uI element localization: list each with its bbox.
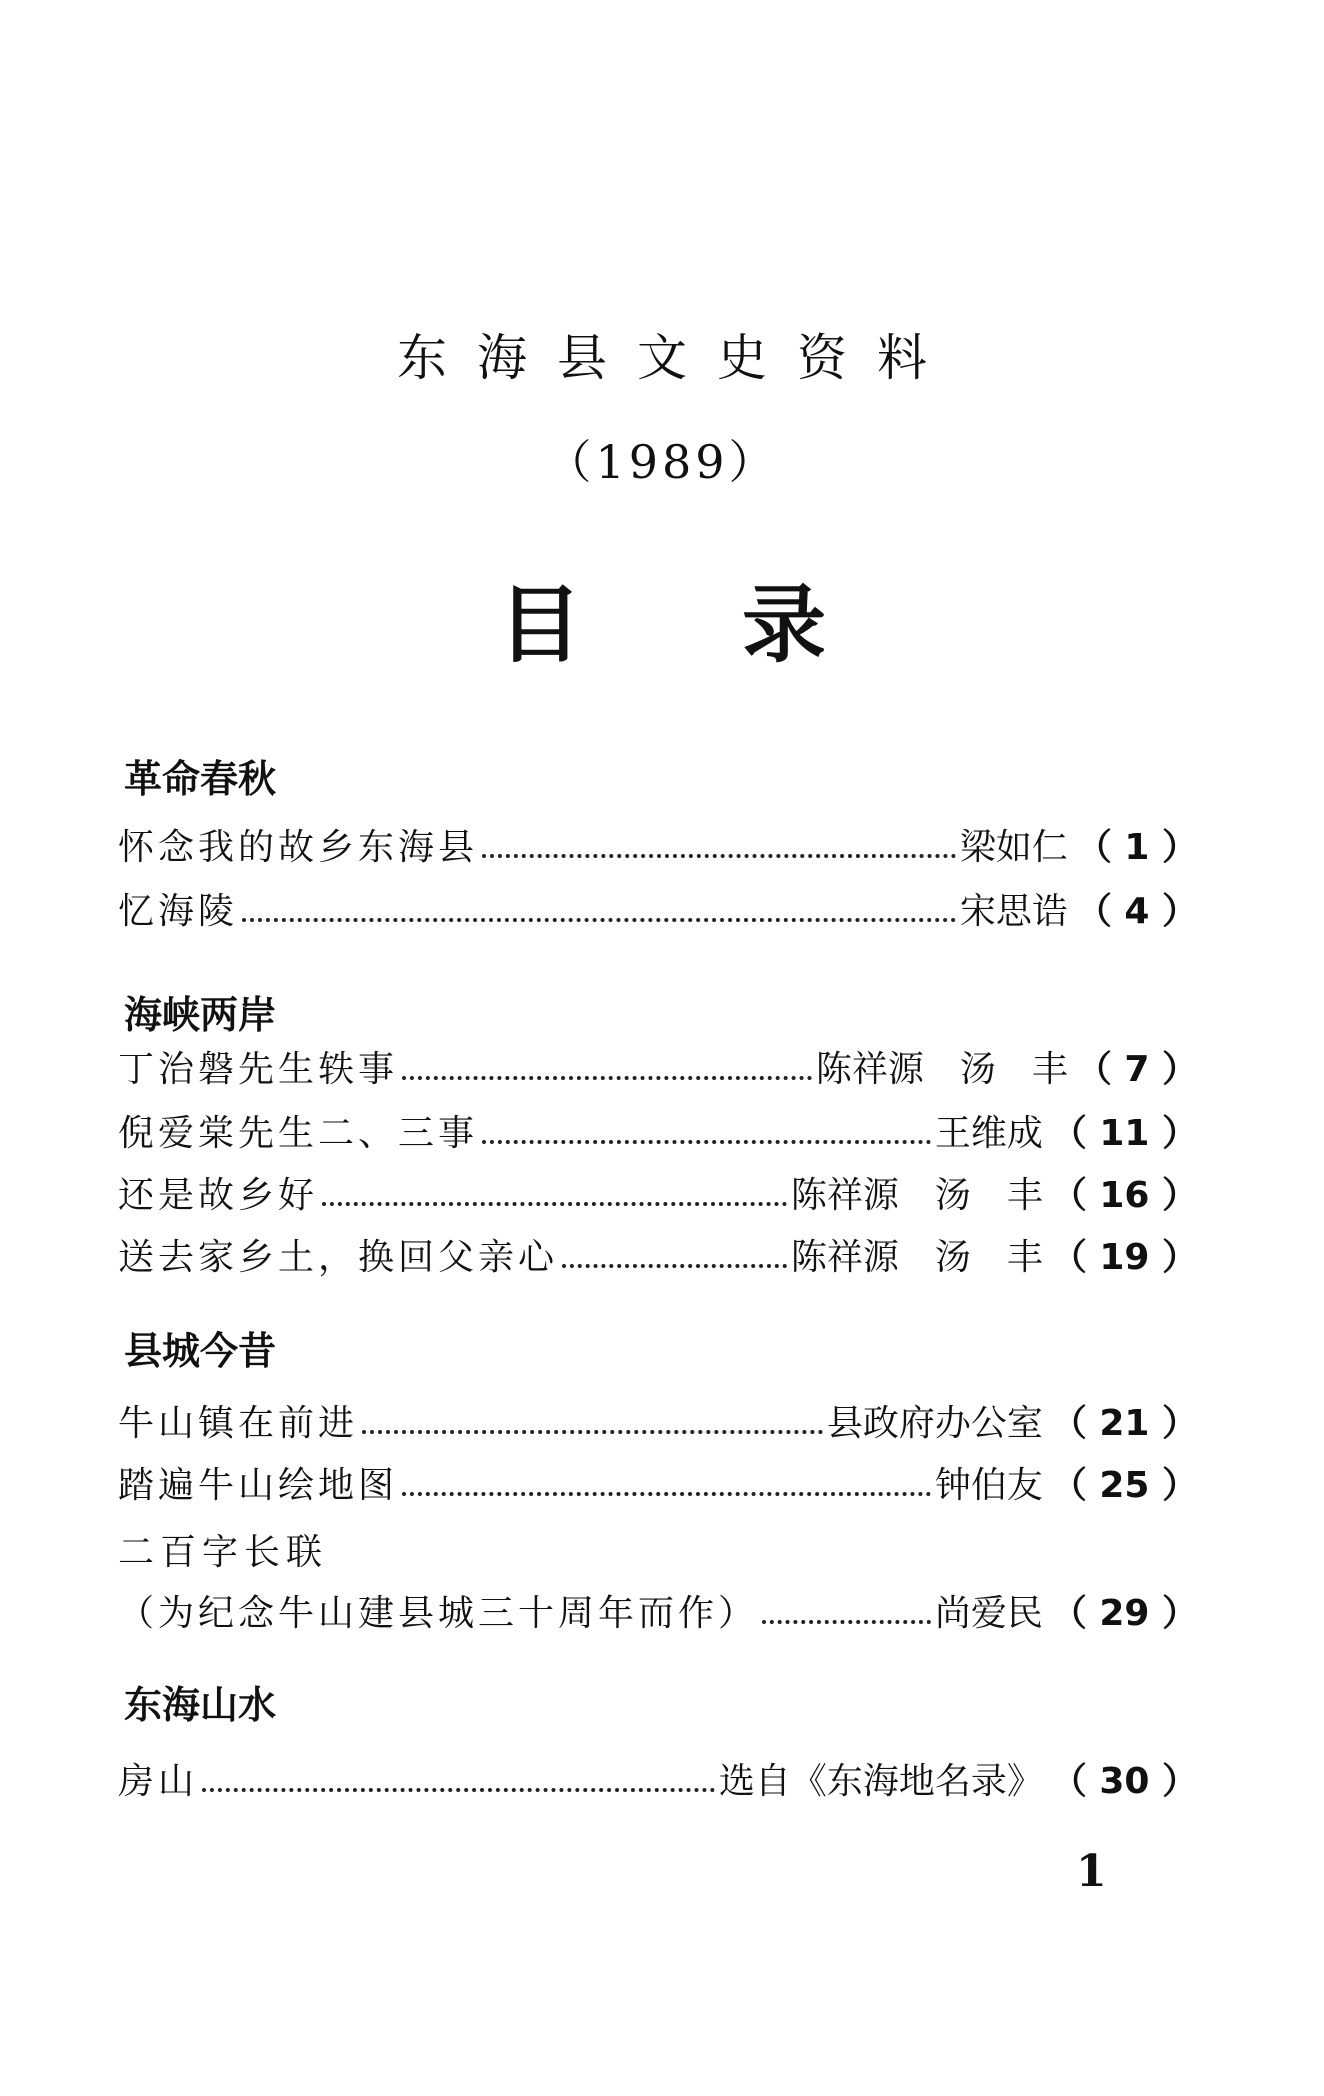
dot-leader [762,1584,931,1624]
toc-entry[interactable] [118,882,1198,934]
dot-leader [402,1456,931,1496]
entry-page: （ 16 ） [1050,1174,1198,1216]
toc-entry[interactable] [118,818,1198,870]
entry-author: 宋思诰 [959,890,1068,932]
entry-page: （ 4 ） [1075,890,1198,932]
entry-page: （ 30 ） [1050,1760,1198,1802]
dot-leader [482,818,956,858]
dot-leader [202,1752,715,1792]
section-heading-strait: 海峡两岸 [124,993,277,1037]
entry-author: 尚爱民 [934,1592,1043,1634]
entry-title: 房山 [118,1760,199,1802]
entry-author: 陈祥源 汤 丰 [790,1236,1043,1278]
dot-leader [482,1104,931,1144]
entry-title: 牛山镇在前进 [118,1402,359,1444]
entry-title: 踏遍牛山绘地图 [118,1464,399,1506]
entry-title: 丁治磐先生轶事 [118,1048,399,1090]
series-title: 东海县文史资料 [397,329,957,387]
toc-entry[interactable] [118,1228,1198,1280]
entry-title: 忆海陵 [118,890,239,932]
entry-author: 钟伯友 [934,1464,1043,1506]
entry-author: 陈祥源 汤 丰 [815,1048,1068,1090]
section-heading-county-town: 县城今昔 [124,1329,277,1373]
entry-page: （ 11 ） [1050,1112,1198,1154]
toc-heading: 目录 [497,576,986,674]
entry-title: 倪爱棠先生二、三事 [118,1112,479,1154]
publication-year: （1989） [545,435,779,489]
section-heading-landscape: 东海山水 [124,1683,277,1727]
entry-author: 梁如仁 [959,826,1068,868]
section-heading-revolution: 革命春秋 [124,757,277,801]
entry-title: 还是故乡好 [118,1174,319,1216]
entry-author: 王维成 [934,1112,1043,1154]
dot-leader [362,1394,823,1434]
entry-title-first-line[interactable]: 二百字长联 [118,1532,329,1573]
toc-entry[interactable] [118,1456,1198,1508]
entry-page: （ 29 ） [1050,1592,1198,1634]
entry-page: （ 1 ） [1075,826,1198,868]
toc-entry[interactable] [118,1104,1198,1156]
entry-title: 怀念我的故乡东海县 [118,826,479,868]
toc-entry[interactable] [118,1040,1198,1092]
entry-page: （ 21 ） [1050,1402,1198,1444]
entry-author: 选自《东海地名录》 [718,1760,1043,1802]
toc-entry[interactable] [118,1166,1198,1218]
dot-leader [322,1166,787,1206]
dot-leader [242,882,956,922]
entry-author: 陈祥源 汤 丰 [790,1174,1043,1216]
dot-leader [402,1040,812,1080]
dot-leader [562,1228,787,1268]
toc-entry[interactable] [118,1584,1198,1636]
toc-entry[interactable] [118,1752,1198,1804]
entry-page: （ 7 ） [1075,1048,1198,1090]
entry-page: （ 19 ） [1050,1236,1198,1278]
entry-title: 送去家乡土，换回父亲心 [118,1236,559,1278]
toc-entry[interactable] [118,1394,1198,1446]
entry-title: （为纪念牛山建县城三十周年而作） [118,1592,759,1634]
entry-page: （ 25 ） [1050,1464,1198,1506]
page-number: 1 [1076,1846,1107,1897]
entry-author: 县政府办公室 [826,1402,1043,1444]
